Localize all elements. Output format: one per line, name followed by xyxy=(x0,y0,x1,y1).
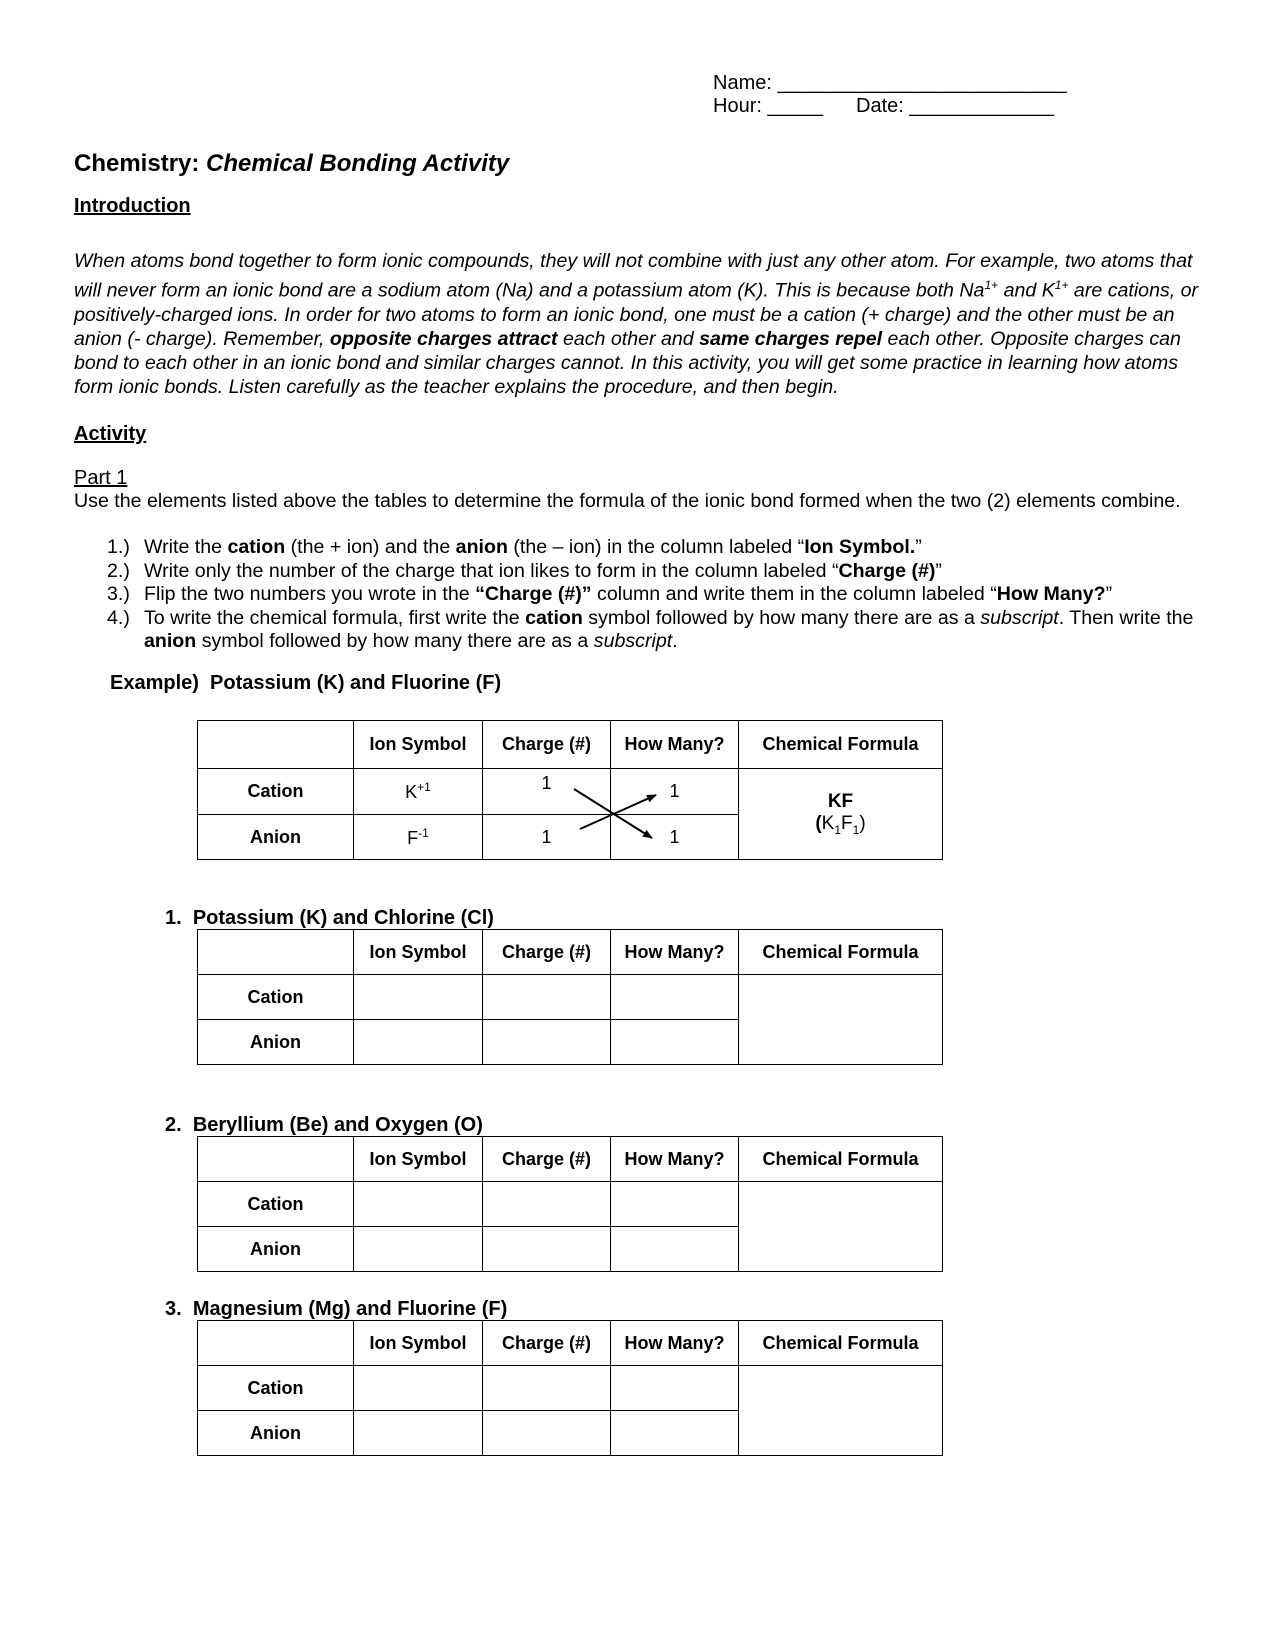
formula-answer-cell[interactable] xyxy=(739,1182,943,1272)
answer-cell[interactable] xyxy=(611,1366,739,1411)
col-ion-symbol: Ion Symbol xyxy=(354,1137,483,1182)
part-heading: Part 1 xyxy=(74,467,128,489)
answer-cell[interactable] xyxy=(611,975,739,1020)
instruction-step: 1.) Write the cation (the + ion) and the anion (the – ion) in the column labeled “Ion Symbol.” xyxy=(107,536,922,558)
answer-cell[interactable] xyxy=(483,1411,611,1456)
cation-how-many: 1 xyxy=(611,769,739,815)
problem-label: 3. Magnesium (Mg) and Fluorine (F) xyxy=(165,1298,508,1320)
example-label: Example) Potassium (K) and Fluorine (F) xyxy=(110,672,502,694)
answer-cell[interactable] xyxy=(483,1182,611,1227)
name-blank[interactable]: __________________________ xyxy=(777,72,1067,94)
formula-answer-cell[interactable] xyxy=(739,975,943,1065)
col-chemical-formula: Chemical Formula xyxy=(739,1137,943,1182)
col-charge: Charge (#) xyxy=(483,930,611,975)
cation-charge: 1 xyxy=(483,769,611,815)
example-formula: KF xyxy=(827,791,854,813)
instruction-step: 4.) To write the chemical formula, first write the cation symbol followed by how many there are as a subscript. Then write the anion symbol followed by how many there are as a subscript. xyxy=(107,606,1194,652)
col-how-many: How Many? xyxy=(611,721,739,769)
col-how-many: How Many? xyxy=(611,930,739,975)
problem-table xyxy=(197,929,943,1065)
row-cation: Cation xyxy=(198,1182,354,1227)
answer-cell[interactable] xyxy=(483,975,611,1020)
anion-how-many: 1 xyxy=(611,815,739,860)
problem-label: 1. Potassium (K) and Chlorine (Cl) xyxy=(165,907,494,929)
hour-label: Hour: xyxy=(713,95,762,117)
problem-table xyxy=(197,1320,943,1456)
anion-symbol: $F^{-1}$ xyxy=(354,815,483,860)
formula-answer-cell[interactable] xyxy=(739,1366,943,1456)
col-chemical-formula: Chemical Formula xyxy=(739,1321,943,1366)
col-charge: Charge (#) xyxy=(483,1137,611,1182)
col-ion-symbol: Ion Symbol xyxy=(354,721,483,769)
title-activity: Chemical Bonding Activity xyxy=(206,150,510,177)
corner-cell xyxy=(198,1321,354,1366)
answer-cell[interactable] xyxy=(483,1227,611,1272)
answer-cell[interactable] xyxy=(611,1227,739,1272)
date-blank[interactable]: _____________ xyxy=(909,95,1054,117)
problem-label: 2. Beryllium (Be) and Oxygen (O) xyxy=(165,1114,483,1136)
row-cation: Cation xyxy=(198,1366,354,1411)
answer-cell[interactable] xyxy=(611,1182,739,1227)
anion-charge: 1 xyxy=(483,815,611,860)
answer-cell[interactable] xyxy=(611,1020,739,1065)
row-anion: Anion xyxy=(198,815,354,860)
row-cation: Cation xyxy=(198,769,354,815)
answer-cell[interactable] xyxy=(354,975,483,1020)
problem-table xyxy=(197,1136,943,1272)
cation-symbol: $K^{+1}$ xyxy=(354,769,483,815)
name-label: Name: xyxy=(713,72,772,94)
date-label: Date: xyxy=(856,95,904,117)
row-anion: Anion xyxy=(198,1227,354,1272)
col-charge: Charge (#) xyxy=(483,1321,611,1366)
corner-cell xyxy=(198,1137,354,1182)
answer-cell[interactable] xyxy=(483,1020,611,1065)
part-description: Use the elements listed above the tables to determine the formula of the ionic bond formed when the two (2) elements combine. xyxy=(74,490,1181,512)
answer-cell[interactable] xyxy=(354,1020,483,1065)
answer-cell[interactable] xyxy=(611,1411,739,1456)
row-anion: Anion xyxy=(198,1020,354,1065)
example-formula-expanded: $(K_1F_1)$ xyxy=(815,813,866,837)
col-ion-symbol: Ion Symbol xyxy=(354,1321,483,1366)
introduction-heading: Introduction xyxy=(74,195,191,217)
title-subject: Chemistry: xyxy=(74,150,200,177)
instruction-step: 3.) Flip the two numbers you wrote in the “Charge (#)” column and write them in the column labeled “How Many?” xyxy=(107,583,1113,605)
answer-cell[interactable] xyxy=(483,1366,611,1411)
answer-cell[interactable] xyxy=(354,1411,483,1456)
activity-heading: Activity xyxy=(74,423,147,445)
col-ion-symbol: Ion Symbol xyxy=(354,930,483,975)
row-cation: Cation xyxy=(198,975,354,1020)
col-how-many: How Many? xyxy=(611,1137,739,1182)
col-chemical-formula: Chemical Formula xyxy=(739,930,943,975)
answer-cell[interactable] xyxy=(354,1366,483,1411)
corner-cell xyxy=(198,930,354,975)
answer-cell[interactable] xyxy=(354,1182,483,1227)
col-charge: Charge (#) xyxy=(483,721,611,769)
answer-cell[interactable] xyxy=(354,1227,483,1272)
introduction-text: When atoms bond together to form ionic compounds, they will not combine with just any other atom. For example, two atoms that will never form an ionic bond are a sodium atom (Na) and a potassium atom (K). This is because both $Na^{1+}$ and $K^{1+}$ are cations, or positively-charged ions. In order for two atoms to form an ionic bond, one must be a cation (+ charge) and the other must be an anion (- charge). Remember, opposite charges attract each other and same charges repel each other. Opposite charges can bond to each other in an ionic bond and similar charges cannot. In this activity, you will get some practice in learning how atoms form ionic bonds. Listen carefully as the teacher explains the procedure, and then begin. xyxy=(74,250,1199,398)
hour-blank[interactable]: _____ xyxy=(767,95,824,117)
row-anion: Anion xyxy=(198,1411,354,1456)
col-chemical-formula: Chemical Formula xyxy=(739,721,943,769)
instruction-step: 2.) Write only the number of the charge that ion likes to form in the column labeled “Charge (#)” xyxy=(107,559,942,582)
col-how-many: How Many? xyxy=(611,1321,739,1366)
